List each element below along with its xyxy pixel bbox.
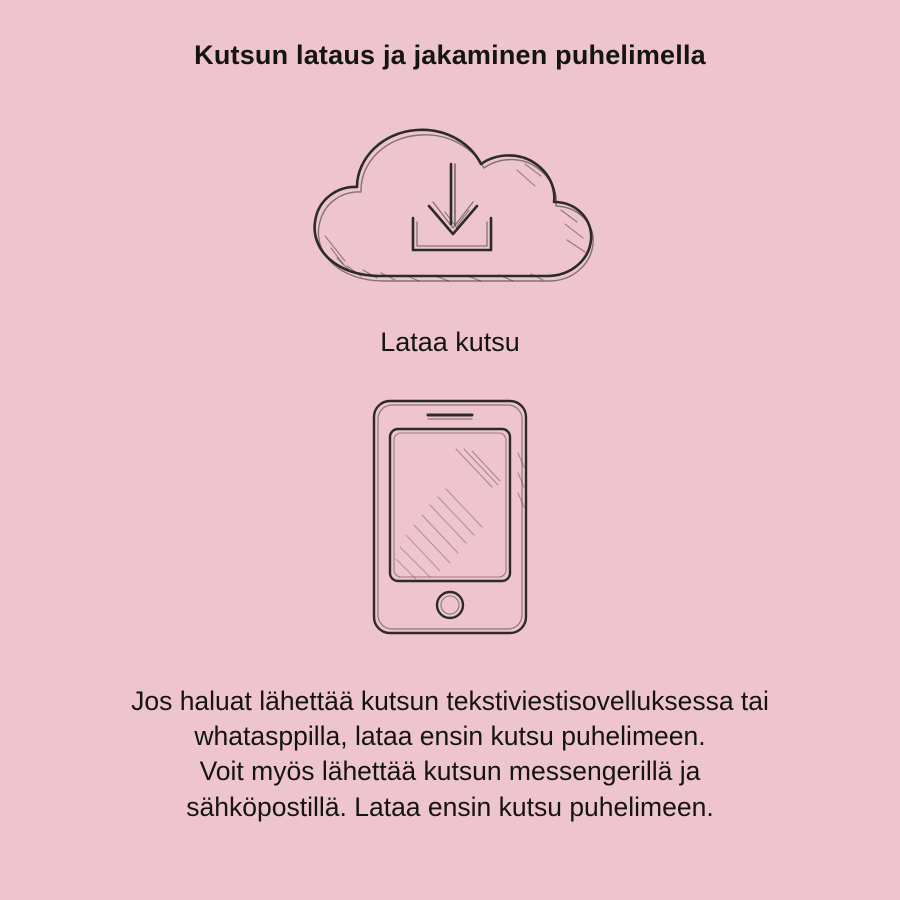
smartphone-icon <box>360 393 540 641</box>
phone-illustration <box>350 392 550 642</box>
body-text <box>40 684 860 825</box>
page-title: Kutsun lataus ja jakaminen puhelimella <box>194 40 706 70</box>
cloud-download-illustration <box>280 93 620 303</box>
body-line-3: Voit myös lähettää kutsun messengerillä ja <box>199 756 701 787</box>
body-line-1: Jos haluat lähettää kutsun tekstiviestisovelluksessa tai <box>131 686 769 716</box>
body-line-2: whatasppilla, lataa ensin kutsu puhelimeen. <box>194 721 706 752</box>
body-line-4: sähköpostillä. Lataa ensin kutsu puhelimeen. <box>186 791 714 822</box>
download-caption: Lataa kutsu <box>380 327 520 357</box>
cloud-download-icon <box>285 98 615 298</box>
